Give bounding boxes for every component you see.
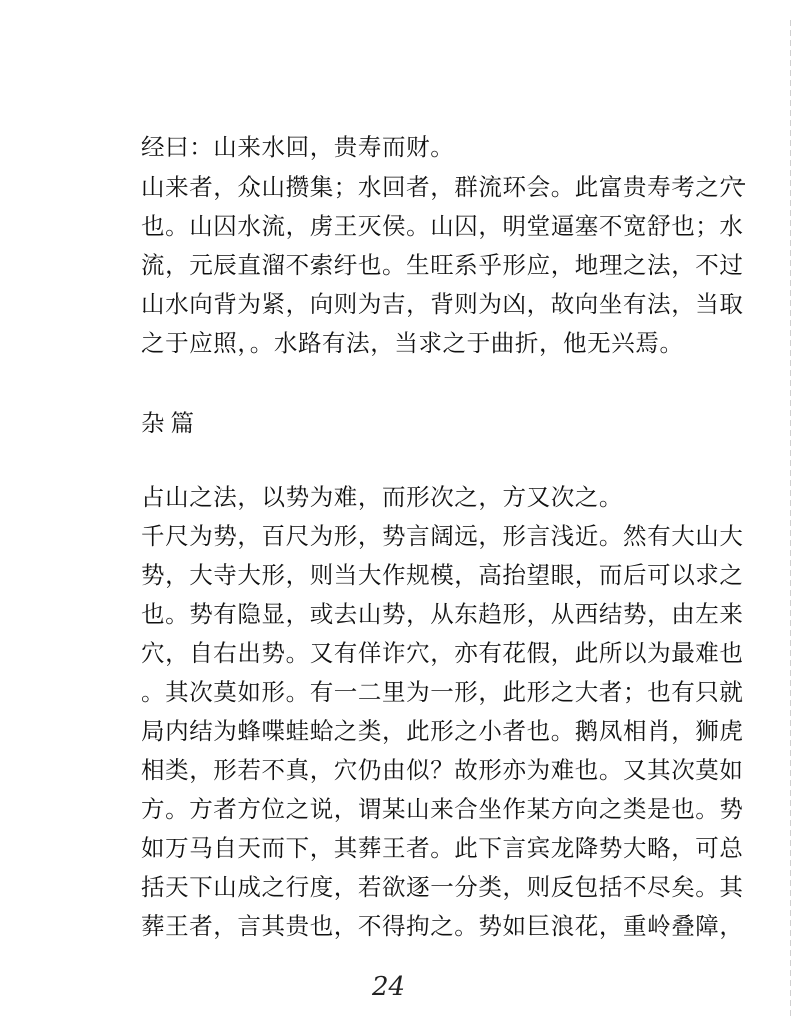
- text-line: 葬王者，言其贵也，不得拘之。势如巨浪花，重岭叠障，: [141, 912, 744, 940]
- section-heading: 杂篇: [141, 409, 200, 437]
- text-line: 局内结为蜂喋蛙蛤之类，此形之小者也。鹅凤相肖，狮虎: [141, 717, 744, 745]
- text-line: 流，元辰直溜不索纡也。生旺系乎形应，地理之法，不过: [141, 251, 744, 279]
- text-line: 山来者，众山攒集；水回者，群流环会。此富贵寿考之穴: [141, 173, 744, 201]
- text-line: 也。势有隐显，或去山势，从东趋形，从西结势，由左来: [141, 600, 744, 628]
- text-line: 势，大寺大形，则当大作规模，高抬望眼，而后可以求之: [141, 561, 744, 589]
- text-line: 方。方者方位之说，谓某山来合坐作某方向之类是也。势: [141, 795, 744, 823]
- scan-edge-line: [790, 20, 791, 1020]
- text-line: 山水向背为紧，向则为吉，背则为凶，故向坐有法，当取: [141, 290, 744, 318]
- text-line: 千尺为势，百尺为形，势言阔远，形言浅近。然有大山大: [141, 522, 744, 550]
- text-line: 相类，形若不真，穴仍由似？故形亦为难也。又其次莫如: [141, 756, 744, 784]
- text-line: 之于应照，。水路有法，当求之于曲折，他无兴焉。: [141, 329, 684, 357]
- text-line: 经曰：山来水回，贵寿而财。: [141, 133, 455, 161]
- text-line: 穴，自右出势。又有佯诈穴，亦有花假，此所以为最难也: [141, 639, 744, 667]
- text-line: 也。山囚水流，虏王灭侯。山囚，明堂逼塞不宽舒也；水: [141, 212, 744, 240]
- text-line: 括天下山成之行度，若欲逐一分类，则反包括不尽矣。其: [141, 873, 744, 901]
- text-line: 。其次莫如形。有一二里为一形，此形之大者；也有只就: [141, 678, 744, 706]
- text-line: 占山之法，以势为难，而形次之，方又次之。: [141, 483, 623, 511]
- text-line: 如万马自天而下，其葬王者。此下言宾龙降势大略，可总: [141, 834, 744, 862]
- page-number: 24: [372, 972, 406, 1002]
